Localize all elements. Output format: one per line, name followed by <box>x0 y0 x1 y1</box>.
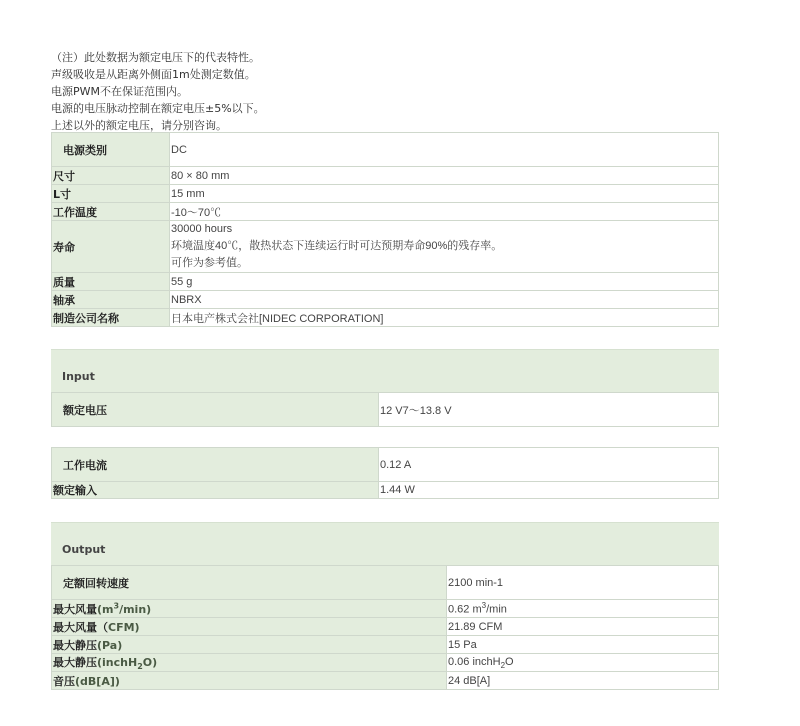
unit-sup: 3 <box>113 600 120 610</box>
value-sup: 3 <box>481 601 487 611</box>
unit-text <box>97 656 158 672</box>
input-section-title: Input <box>51 349 719 393</box>
table-row <box>52 654 719 672</box>
output-value: 21.89 CFM <box>447 618 719 636</box>
output-value <box>447 600 719 618</box>
unit-text: CFM) <box>108 620 140 634</box>
output-table <box>51 565 719 690</box>
label-text: 最大静压 <box>53 638 97 652</box>
spec-value: 55 g <box>170 273 719 291</box>
output-label <box>52 672 447 690</box>
unit-text: (Pa) <box>97 638 123 652</box>
table-row <box>52 636 719 654</box>
input-label: 额定电压 <box>52 393 379 427</box>
unit-sub: 2 <box>137 662 143 672</box>
spec-label: 寿命 <box>52 221 170 273</box>
value-post: O <box>505 655 514 668</box>
value-post: /min <box>486 603 507 616</box>
output-label <box>52 600 447 618</box>
unit-text <box>97 600 152 616</box>
note-line: 电源PWM不在保证范围内。 <box>51 85 188 98</box>
output-value: 24 dB[A] <box>447 672 719 690</box>
value-pre: 0.62 m <box>448 603 482 616</box>
table-row <box>52 448 719 482</box>
table-row <box>52 482 719 499</box>
output-label <box>52 636 447 654</box>
input-value: 0.12 A <box>379 448 719 482</box>
table-row <box>52 600 719 618</box>
spec-table <box>51 132 719 327</box>
table-row <box>52 221 719 273</box>
spec-value: 15 mm <box>170 185 719 203</box>
table-row <box>52 133 719 167</box>
value-sub: 2 <box>500 660 506 670</box>
life-line: 30000 hours <box>171 223 233 235</box>
spec-label: 尺寸 <box>52 167 170 185</box>
output-section-title: Output <box>51 522 719 566</box>
input-value: 12 V7～13.8 V <box>379 393 719 427</box>
table-row <box>52 167 719 185</box>
note-line: 声级吸收是从距离外侧面1m处测定数值。 <box>51 68 256 81</box>
spec-value: NBRX <box>170 291 719 309</box>
label-text: 最大风量 <box>53 602 97 616</box>
input-value: 1.44 W <box>379 482 719 499</box>
table-row <box>52 393 719 427</box>
output-label: 定额回转速度 <box>52 566 447 600</box>
output-label <box>52 618 447 636</box>
spec-value: 80 × 80 mm <box>170 167 719 185</box>
unit-text: (dB[A]) <box>75 674 120 688</box>
label-text: 最大风量（ <box>53 620 108 634</box>
spec-value <box>170 221 719 273</box>
output-label <box>52 654 447 672</box>
current-table <box>51 447 719 499</box>
spec-value: -10～70℃ <box>170 203 719 221</box>
spec-value: 日本电产株式会社[NIDEC CORPORATION] <box>170 309 719 327</box>
spec-label: 质量 <box>52 273 170 291</box>
unit-pre: (inchH <box>97 656 138 669</box>
spec-label: 电源类别 <box>52 133 170 167</box>
label-text: 音压 <box>53 674 75 688</box>
spec-label: 轴承 <box>52 291 170 309</box>
table-row <box>52 618 719 636</box>
input-label: 工作电流 <box>52 448 379 482</box>
table-row <box>52 291 719 309</box>
note-line: 上述以外的额定电压，请分别咨询。 <box>51 119 227 132</box>
note-line: （注）此处数据为额定电压下的代表特性。 <box>51 51 260 64</box>
unit-post: O) <box>142 656 158 669</box>
note-line: 电源的电压脉动控制在额定电压±5%以下。 <box>51 102 265 115</box>
unit-pre: (m <box>97 602 114 616</box>
spec-label: 工作温度 <box>52 203 170 221</box>
spec-value: DC <box>170 133 719 167</box>
table-row <box>52 309 719 327</box>
output-value: 2100 min-1 <box>447 566 719 600</box>
table-row <box>52 672 719 690</box>
label-text: 最大静压 <box>53 656 97 669</box>
output-value <box>447 654 719 672</box>
input-table <box>51 392 719 427</box>
table-row <box>52 185 719 203</box>
notes-block <box>51 49 265 134</box>
unit-post: /min) <box>119 602 152 616</box>
table-row <box>52 566 719 600</box>
input-label: 额定输入 <box>52 482 379 499</box>
output-value: 15 Pa <box>447 636 719 654</box>
life-line: 环境温度40℃，散热状态下连续运行时可达预期寿命90%的残存率。 <box>171 240 503 252</box>
spec-label: 制造公司名称 <box>52 309 170 327</box>
table-row <box>52 203 719 221</box>
spec-label: L寸 <box>52 185 170 203</box>
life-line: 可作为参考值。 <box>171 257 248 269</box>
table-row <box>52 273 719 291</box>
value-pre: 0.06 inchH <box>448 655 501 668</box>
